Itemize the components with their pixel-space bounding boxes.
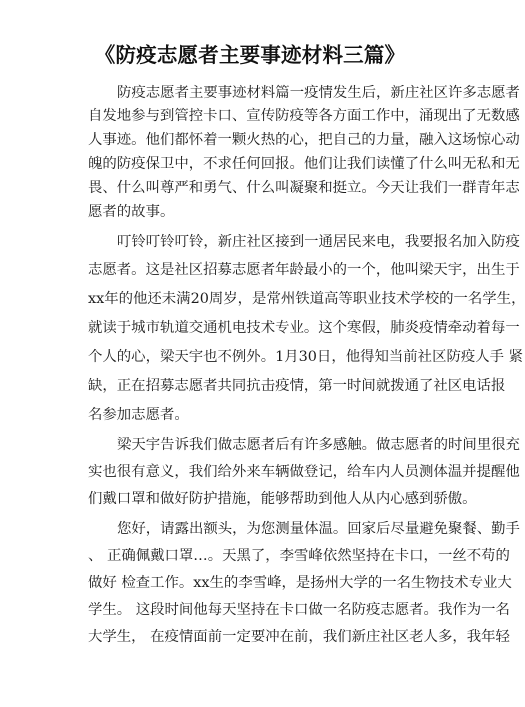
paragraph-3-line-1: 梁天宇告诉我们做志愿者后有许多感触。做志愿者的时间里很充 bbox=[117, 437, 520, 453]
paragraph-3-line-2: 实也很有意义，我们给外来车辆做登记，给车内人员测体温并提醒他 bbox=[88, 464, 520, 480]
paragraph-2-line-4: 就读于城市轨道交通机电技术专业。这个寒假，肺炎疫情牵动着每一 bbox=[88, 320, 520, 336]
paragraph-2-line-3: xx年的他还未满20周岁，是常州铁道高等职业技术学校的一名学生， bbox=[88, 291, 525, 307]
paragraph-1-line-3: 人事迹。他们都怀着一颗火热的心，把自己的力量，融入这场惊心动 bbox=[88, 132, 520, 148]
paragraph-1-line-5: 畏、什么叫尊严和勇气、什么叫凝聚和挺立。今天让我们一群青年志 bbox=[88, 180, 520, 196]
paragraph-3-line-3: 们戴口罩和做好防护措施，能够帮助到他人从内心感到骄傲。 bbox=[88, 491, 477, 507]
paragraph-1-line-2: 自发地参与到管控卡口、宣传防疫等各方面工作中，涌现出了无数感 bbox=[88, 108, 520, 124]
paragraph-4-line-2: 、 正确佩戴口罩…。天黑了，李雪峰依然坚持在卡口，一丝不苟的 bbox=[88, 548, 510, 564]
paragraph-1-line-4: 魄的防疫保卫中，不求任何回报。他们让我们读懂了什么叫无私和无 bbox=[88, 156, 520, 172]
paragraph-4-line-1: 您好，请露出额头，为您测量体温。回家后尽量避免聚餐、勤手 bbox=[117, 521, 520, 537]
paragraph-2-line-6: 缺，正在招募志愿者共同抗击疫情，第一时间就拨通了社区电话报 bbox=[88, 378, 506, 394]
paragraph-2-line-1: 叮铃叮铃叮铃，新庄社区接到一通居民来电，我要报名加入防疫 bbox=[117, 234, 520, 250]
paragraph-2-line-2: 志愿者。这是社区招募志愿者年龄最小的一个，他叫梁天宇，出生于 bbox=[88, 262, 520, 278]
document-title: 《防疫志愿者主要事迹材料三篇》 bbox=[94, 43, 406, 67]
paragraph-4-line-3: 做好 检查工作。xx生的李雪峰，是扬州大学的一名生物技术专业大 bbox=[88, 575, 512, 591]
paragraph-2-line-5: 个人的心，梁天宇也不例外。1月30日，他得知当前社区防疫人手 紧 bbox=[88, 349, 523, 365]
paragraph-4-line-5: 大学生， 在疫情面前一定要冲在前，我们新庄社区老人多，我年轻 bbox=[88, 629, 510, 645]
paragraph-1-line-1: 防疫志愿者主要事迹材料篇一疫情发生后，新庄社区许多志愿者 bbox=[117, 85, 520, 101]
paragraph-1-line-6: 愿者的故事。 bbox=[88, 204, 175, 220]
paragraph-4-line-4: 学生。 这段时间他每天坚持在卡口做一名防疫志愿者。我作为一名 bbox=[88, 602, 510, 618]
paragraph-2-line-7: 名参加志愿者。 bbox=[88, 407, 189, 423]
